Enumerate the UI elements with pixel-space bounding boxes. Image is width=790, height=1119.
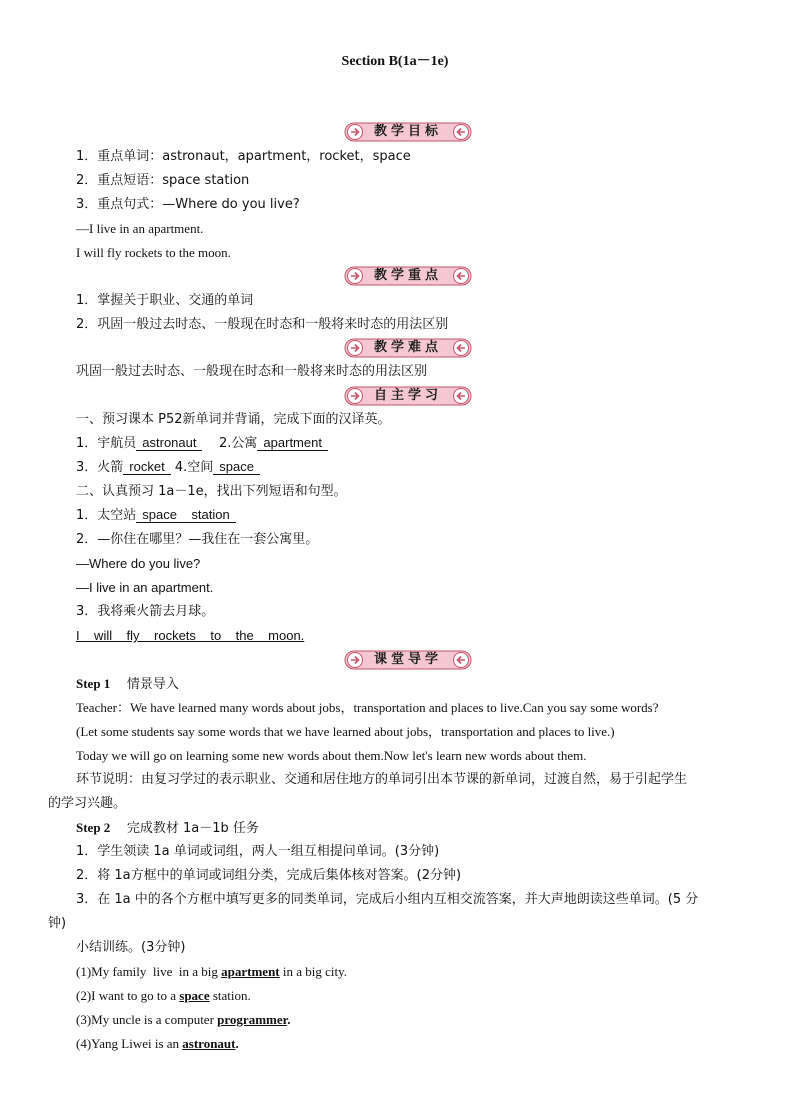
exercise-2-answer: space [179, 988, 210, 1003]
exercise-2 [76, 987, 251, 1005]
step1-note-line: (Let some students say some words that we have learned about jobs，transportation and places to live.) [76, 724, 615, 739]
banner-label: 课堂导学 [373, 652, 442, 667]
step1-explain-line-2: 的学习兴趣。 [48, 796, 127, 811]
step2-heading [76, 819, 259, 838]
step1-title: 情景导入 [126, 677, 179, 692]
exercise-1-text: (1)My family live in a big [76, 964, 222, 979]
key-point-line-2: 2．巩固一般过去时态、一般现在时态和一般将来时态的用法区别 [76, 317, 449, 332]
page-title: Section B(1a－1e) [341, 54, 449, 69]
step2-label: Step 2 [76, 820, 111, 835]
step1-label: Step 1 [76, 676, 111, 691]
self-study-heading-2: 二、认真预习 1a－1e，找出下列短语和句型。 [76, 484, 347, 499]
exercise-3-tail: . [287, 1012, 291, 1027]
exercise-3-text: (3)My uncle is a computer [76, 1012, 218, 1027]
phrase-row-3-answer [76, 627, 304, 645]
p3-answer: I will fly rockets to the moon. [76, 628, 305, 643]
banner-label: 教学难点 [373, 340, 442, 355]
exercise-1-answer: apartment [221, 964, 280, 979]
phrase-row-3: 3．我将乘火箭去月球。 [76, 604, 215, 619]
objective-line-4: —I live in an apartment. [76, 221, 204, 236]
banner-teaching-objectives [344, 122, 472, 142]
step1-explain-line-1: 环节说明：由复习学过的表示职业、交通和居住地方的单词引出本节课的新单词，过渡自然，易于引起学生 [76, 772, 688, 787]
exercise-4-tail: . [235, 1036, 239, 1051]
exercise-3 [76, 1011, 290, 1029]
q1-answer: astronaut [136, 435, 202, 451]
difficulty-line-1: 巩固一般过去时态、一般现在时态和一般将来时态的用法区别 [76, 364, 428, 379]
p1-answer: space station [136, 507, 235, 523]
key-point-line-1: 1．掌握关于职业、交通的单词 [76, 293, 254, 308]
objective-line-1: 1．重点单词：astronaut，apartment，rocket，space [76, 149, 411, 164]
step2-item-3a: 3．在 1a 中的各个方框中填写更多的同类单词，完成后小组内互相交流答案，并大声地朗读这些单词。(5 分 [76, 892, 699, 907]
vocab-row-2 [76, 459, 260, 477]
q4-answer: space [213, 459, 260, 475]
exercise-4-answer: astronaut [182, 1036, 236, 1051]
step2-item-2: 2．将 1a方框中的单词或词组分类，完成后集体核对答案。(2分钟) [76, 868, 462, 883]
banner-difficulties [344, 338, 472, 358]
exercise-1-tail: in a big city. [279, 964, 348, 979]
q2-label: 2.公寓 [219, 436, 258, 451]
p1-label: 1．太空站 [76, 508, 137, 523]
phrase-row-1 [76, 507, 236, 525]
exercise-2-tail: station. [209, 988, 251, 1003]
phrase-row-2-en-2: —I live in an apartment. [76, 580, 214, 595]
exercise-4 [76, 1035, 239, 1053]
objective-line-2: 2．重点短语：space station [76, 173, 250, 188]
q4-label: 4.空间 [174, 460, 214, 475]
summary-heading: 小结训练。(3分钟) [76, 940, 186, 955]
exercise-1 [76, 963, 347, 981]
step2-item-1: 1．学生领读 1a 单词或词组，两人一组互相提问单词。(3分钟) [76, 844, 440, 859]
exercise-2-text: (2)I want to go to a [76, 988, 180, 1003]
q3-answer: rocket [123, 459, 170, 475]
q3-label: 3．火箭 [76, 460, 124, 475]
step2-title: 完成教材 1a－1b 任务 [126, 821, 259, 836]
banner-self-study [344, 386, 472, 406]
banner-key-points [344, 266, 472, 286]
step2-item-3b: 钟) [48, 916, 67, 931]
phrase-row-2: 2．—你住在哪里？—我住在一套公寓里。 [76, 532, 319, 547]
step1-teacher-line: Teacher：We have learned many words about jobs，transportation and places to live.Can you say some words? [76, 700, 659, 715]
exercise-4-text: (4)Yang Liwei is an [76, 1036, 183, 1051]
banner-label: 自主学习 [373, 388, 442, 403]
self-study-heading-1: 一、预习课本 P52新单词并背诵，完成下面的汉译英。 [76, 412, 391, 427]
banner-label: 教学重点 [373, 268, 442, 283]
q2-answer: apartment [257, 435, 328, 451]
vocab-row-1 [76, 435, 328, 453]
q1-label: 1．宇航员 [76, 436, 137, 451]
objective-line-3: 3．重点句式：—Where do you live? [76, 197, 300, 212]
step1-heading [76, 675, 179, 694]
banner-label: 教学目标 [373, 124, 442, 139]
banner-classroom-guide [344, 650, 472, 670]
objective-line-5: I will fly rockets to the moon. [76, 245, 231, 260]
step1-today-line: Today we will go on learning some new words about them.Now let's learn new words about them. [76, 748, 587, 763]
phrase-row-2-en-1: —Where do you live? [76, 556, 201, 571]
exercise-3-answer: programmer [217, 1012, 288, 1027]
